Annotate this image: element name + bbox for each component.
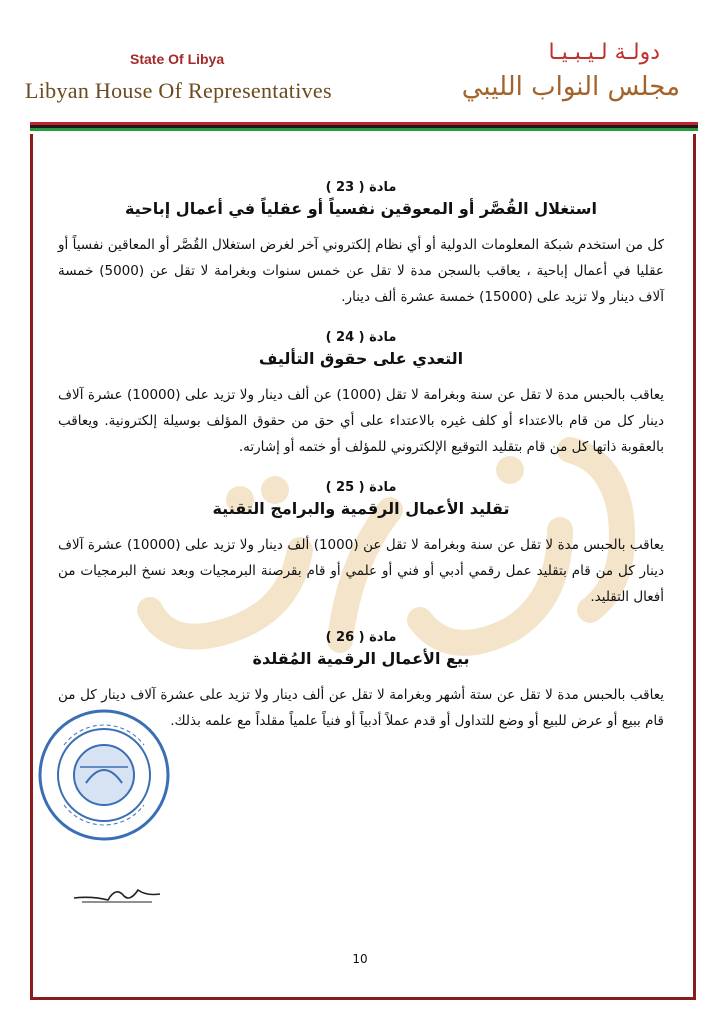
article-24 <box>58 330 664 460</box>
article-25 <box>58 480 664 610</box>
article-title: تقليد الأعمال الرقمية والبرامج التقنية <box>212 499 510 518</box>
article-text: يعاقب بالحبس مدة لا تقل عن ستة أشهر وبغرامة لا تقل عن ألف دينار ولا تزيد على عشرة آلاف دينار كل من قام ببيع أو عرض للبيع أو وضع للتداول أو قدم عملاً أدبياً أو فنياً علمياً مقلداً مع علمه بذلك. <box>58 687 664 729</box>
state-of-libya-label: State Of Libya <box>130 51 225 67</box>
article-number: مادة ( 26 ) <box>325 630 397 645</box>
page-number: 10 <box>352 952 368 966</box>
house-of-representatives-label: Libyan House Of Representatives <box>25 78 332 103</box>
article-number: مادة ( 24 ) <box>325 330 397 345</box>
article-title: التعدي على حقوق التأليف <box>258 349 464 368</box>
article-text: يعاقب بالحبس مدة لا تقل عن سنة وبغرامة لا تقل (1000) عن ألف دينار ولا تزيد على (10000) عشرة آلاف دينار كل من قام بالاعتداء أو كلف غيره بالاعتداء على أي حق من حقوق المؤلف بوسيلة إلكترونية. ويعاقب بالعقوبة ذاتها كل من قام بتقليد التوقيع الإلكتروني للمؤلف أو ختمه أو إشارته. <box>58 387 665 455</box>
document-body <box>58 180 664 754</box>
article-text: كل من استخدم شبكة المعلومات الدولية أو أي نظام إلكتروني آخر لغرض استغلال القُصَّر أو المعاقين نفسياً أو عقليا في أعمال إباحية ، يعاقب بالسجن مدة لا تقل عن خمس سنوات وبغرامة لا تقل عن (5000) خمسة آلاف دينار ولا تزيد على (15000) خمسة عشرة ألف دينار. <box>58 237 664 305</box>
letterhead <box>0 0 720 118</box>
article-title: استغلال القُصَّر أو المعوقين نفسياً أو عقلياً في أعمال إباحية <box>124 199 598 218</box>
article-text: يعاقب بالحبس مدة لا تقل عن سنة وبغرامة لا تقل عن (1000) ألف دينار ولا تزيد على (10000) عشرة آلاف دينار كل من قام بتقليد عمل رقمي أدبي أو فني أو علمي أو قام بقرصنة البرمجيات وبعد نسخ البرمجيات من أفعال التقليد. <box>58 537 665 605</box>
article-title: بيع الأعمال الرقمية المُقلدة <box>252 649 470 668</box>
article-number: مادة ( 25 ) <box>325 480 397 495</box>
article-23 <box>58 180 664 310</box>
house-of-representatives-arabic-label: مجلس النواب الليبي <box>461 72 680 102</box>
flag-stripe-green <box>30 128 698 131</box>
signature <box>72 880 162 906</box>
page-frame-bottom <box>30 997 696 1000</box>
state-of-libya-arabic-label: دولـة لـيـبـيـا <box>548 40 660 65</box>
official-seal-stamp <box>34 705 174 845</box>
article-number: مادة ( 23 ) <box>325 180 397 195</box>
